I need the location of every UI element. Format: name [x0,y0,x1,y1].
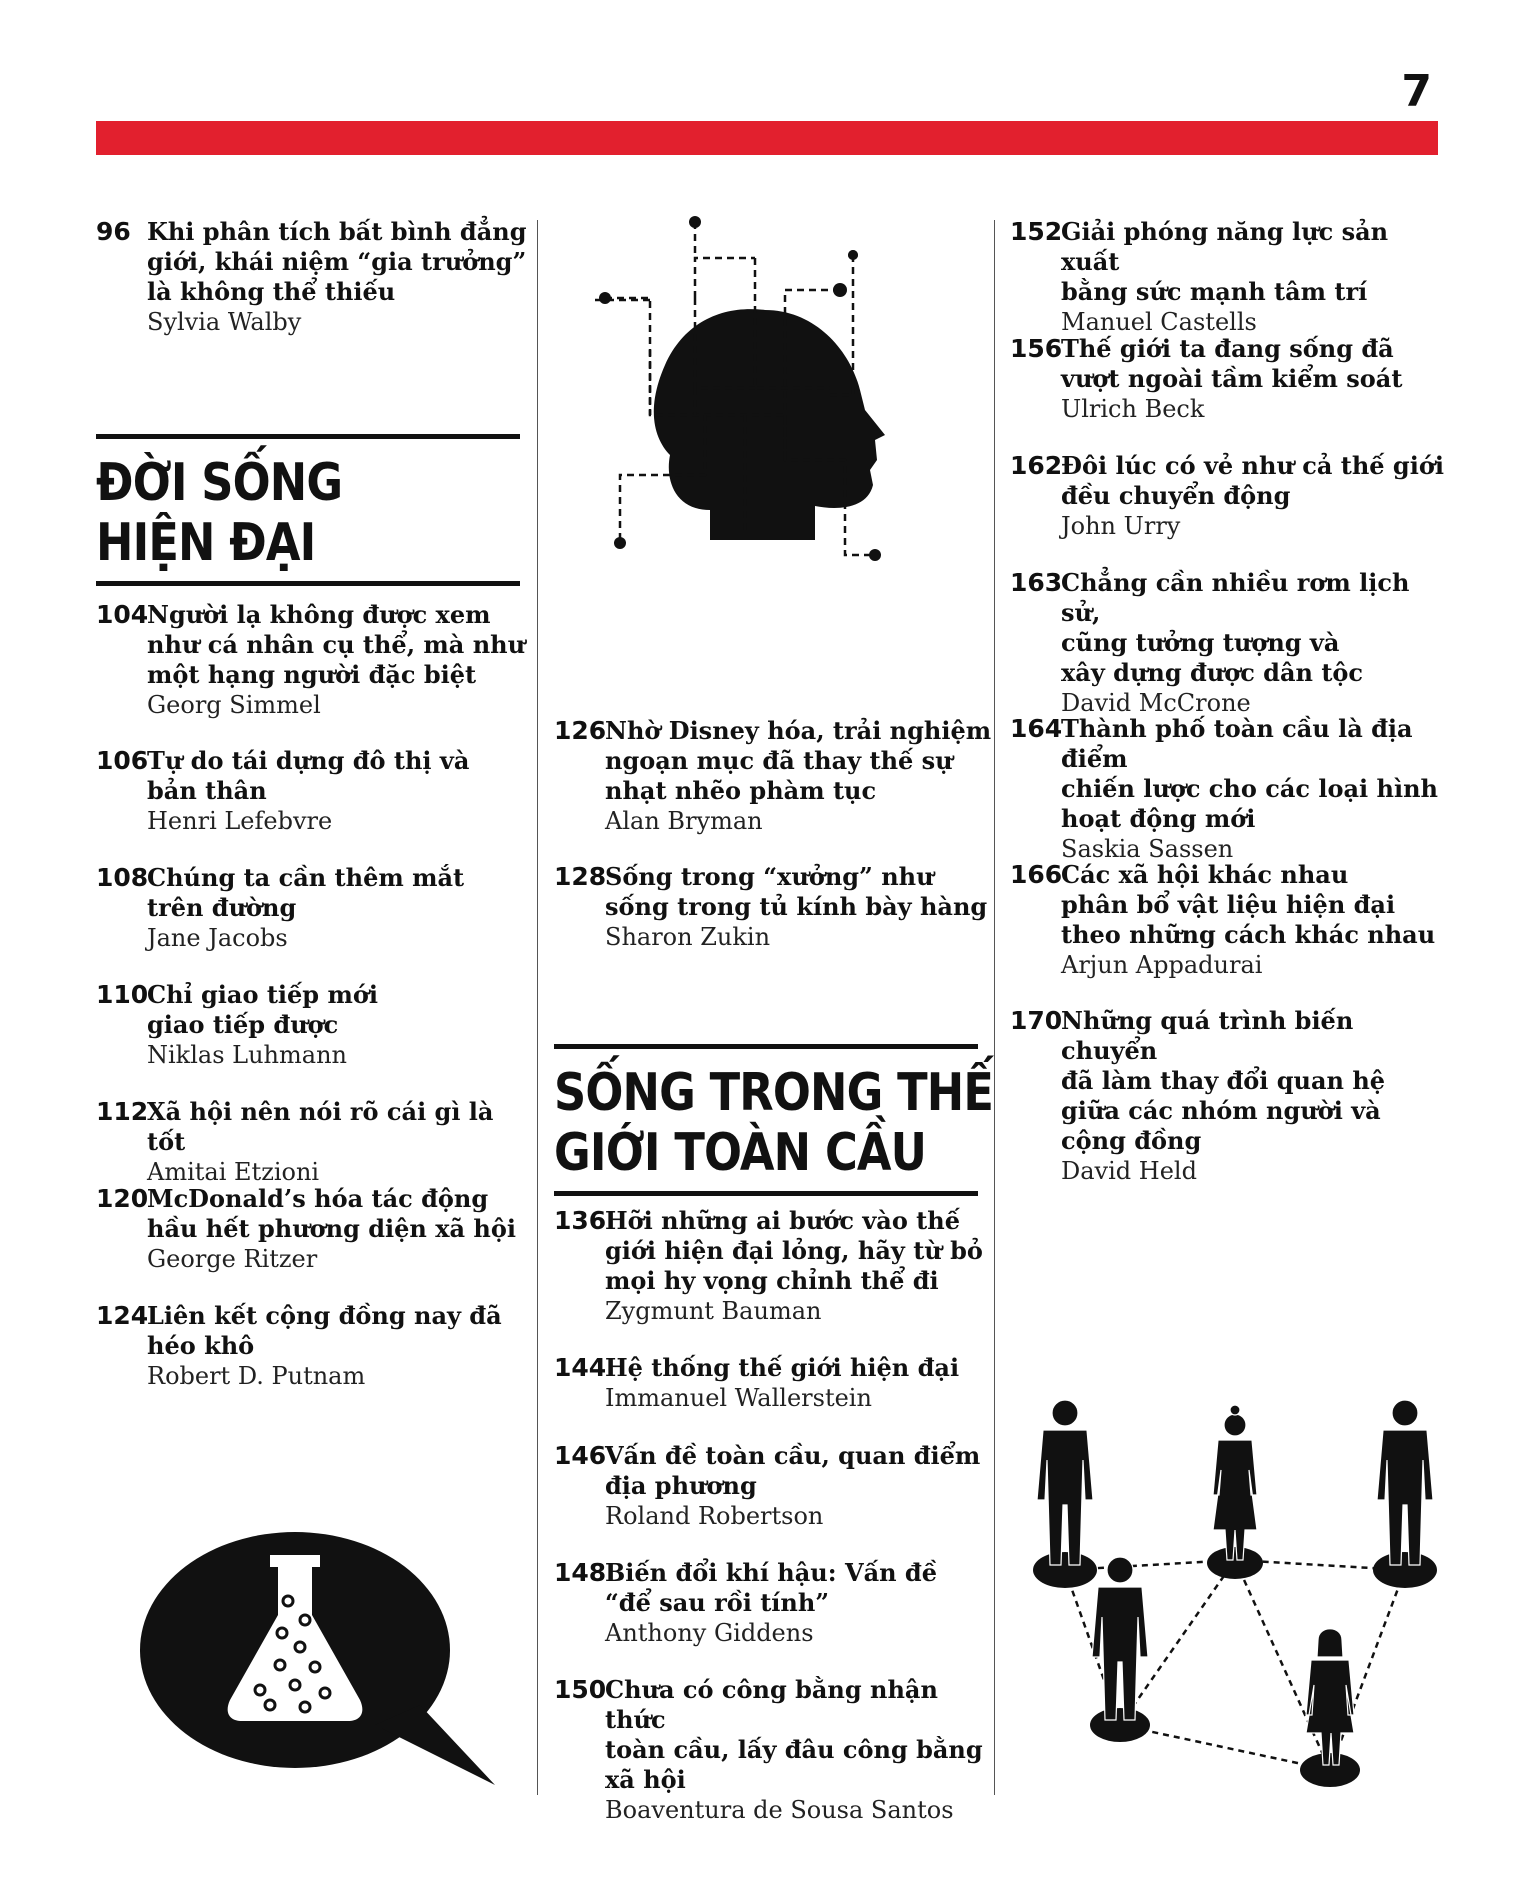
section-heading-modern-life [96,434,520,586]
entry-page-number: 106 [96,746,149,775]
contents-entry [554,1353,994,1413]
entry-page-number: 164 [1010,714,1063,743]
entry-author: David Held [1061,1157,1197,1185]
entry-page-number: 163 [1010,568,1063,597]
entry-title-line: Hệ thống thế giới hiện đại [605,1353,960,1382]
contents-entry [96,980,536,1070]
section-heading-line: GIỚI TOÀN CẦU [554,1123,927,1183]
entry-author: Sylvia Walby [147,308,302,336]
entry-title-line: cộng đồng [1061,1126,1202,1155]
entry-author: Sharon Zukin [605,923,771,951]
header-accent-bar [96,121,1438,155]
entry-author: Alan Bryman [605,807,763,835]
contents-entry [1010,714,1450,864]
entry-author: Robert D. Putnam [147,1362,366,1390]
entry-title-line: bản thân [147,776,267,805]
entry-page-number: 136 [554,1206,607,1235]
contents-entry [96,746,536,836]
contents-entry [96,600,536,720]
entry-page-number: 156 [1010,334,1063,363]
contents-entry [96,217,536,337]
contents-entry [1010,1006,1450,1186]
entry-author: Manuel Castells [1061,308,1257,336]
entry-page-number: 170 [1010,1006,1063,1035]
section-heading-line: ĐỜI SỐNG [96,453,343,513]
entry-title-line: nhạt nhẽo phàm tục [605,776,877,805]
entry-title-line: xây dựng được dân tộc [1061,658,1364,687]
entry-title-line: McDonald’s hóa tác động [147,1184,489,1213]
contents-entry [554,1206,994,1326]
entry-author: Zygmunt Bauman [605,1297,822,1325]
entry-title-line: Chúng ta cần thêm mắt [147,863,465,892]
entry-title-line: cũng tưởng tượng và [1061,628,1340,657]
contents-entry [1010,860,1450,980]
entry-author: Niklas Luhmann [147,1041,347,1069]
entry-page-number: 112 [96,1097,149,1126]
contents-entry [1010,217,1450,337]
entry-page-number: 152 [1010,217,1063,246]
entry-author: Jane Jacobs [147,924,288,952]
entry-page-number: 144 [554,1353,607,1382]
entry-author: Georg Simmel [147,691,321,719]
contents-entry [96,863,536,953]
entry-author: Anthony Giddens [605,1619,814,1647]
people-network-icon [1005,1385,1465,1795]
entry-author: Boaventura de Sousa Santos [605,1796,954,1824]
contents-entry [96,1301,536,1391]
entry-page-number: 110 [96,980,149,1009]
entry-author: Henri Lefebvre [147,807,333,835]
entry-title-line: Nhờ Disney hóa, trải nghiệm [605,716,992,745]
entry-author: John Urry [1061,512,1181,540]
entry-author: David McCrone [1061,689,1251,717]
entry-title-line: Thành phố toàn cầu là địa điểm [1061,714,1413,773]
entry-title-line: Chỉ giao tiếp mới [147,980,378,1009]
entry-page-number: 162 [1010,451,1063,480]
entry-page-number: 146 [554,1441,607,1470]
entry-title-line: theo những cách khác nhau [1061,920,1436,949]
entry-title-line: Tự do tái dựng đô thị và [147,746,470,775]
contents-entry [554,1558,994,1648]
entry-author: Arjun Appadurai [1061,951,1263,979]
entry-title-line: Sống trong “xưởng” như [605,862,934,891]
entry-author: George Ritzer [147,1245,318,1273]
speech-bubble-flask-icon [120,1525,500,1795]
entry-title-line: xã hội [605,1765,686,1794]
entry-page-number: 108 [96,863,149,892]
entry-page-number: 148 [554,1558,607,1587]
entry-page-number: 104 [96,600,149,629]
section-heading-line: SỐNG TRONG THẾ [554,1063,994,1123]
entry-page-number: 120 [96,1184,149,1213]
entry-title-line: Đôi lúc có vẻ như cả thế giới [1061,451,1444,480]
contents-entry [554,716,994,836]
entry-page-number: 166 [1010,860,1063,889]
entry-title-line: toàn cầu, lấy đâu công bằng [605,1735,983,1764]
entry-title-line: Khi phân tích bất bình đẳng [147,217,527,246]
entry-title-line: ngoạn mục đã thay thế sự [605,746,953,775]
contents-entry [1010,568,1450,718]
entry-author: Amitai Etzioni [147,1158,320,1186]
entry-page-number: 124 [96,1301,149,1330]
entry-title-line: Thế giới ta đang sống đã [1061,334,1394,363]
entry-title-line: Vấn đề toàn cầu, quan điểm [605,1441,981,1470]
entry-title-line: địa phương [605,1471,757,1500]
entry-title-line: giới hiện đại lỏng, hãy từ bỏ [605,1236,983,1265]
entry-title-line: héo khô [147,1331,255,1360]
entry-title-line: “để sau rồi tính” [605,1588,830,1617]
contents-entry [554,862,994,952]
entry-page-number: 126 [554,716,607,745]
entry-title-line: trên đường [147,893,297,922]
section-heading-global-world [554,1044,994,1196]
entry-title-line: đều chuyển động [1061,481,1291,510]
entry-title-line: Biến đổi khí hậu: Vấn đề [605,1558,937,1587]
entry-title-line: hoạt động mới [1061,804,1256,833]
contents-entry [1010,451,1450,541]
entry-page-number: 128 [554,862,607,891]
entry-title-line: Những quá trình biến chuyển [1061,1006,1354,1065]
entry-title-line: hầu hết phương diện xã hội [147,1214,516,1243]
head-circuit-icon [585,210,975,580]
contents-entry [554,1675,994,1825]
entry-title-line: mọi hy vọng chỉnh thể đi [605,1266,939,1295]
column-divider-left [537,220,538,1795]
entry-title-line: Các xã hội khác nhau [1061,860,1349,889]
entry-title-line: giới, khái niệm “gia trưởng” [147,247,527,276]
contents-entry [96,1184,536,1274]
entry-title-line: Giải phóng năng lực sản xuất [1061,217,1389,276]
contents-entry [554,1441,994,1531]
entry-author: Immanuel Wallerstein [605,1384,872,1412]
entry-title-line: một hạng người đặc biệt [147,660,477,689]
entry-title-line: chiến lược cho các loại hình [1061,774,1438,803]
entry-title-line: bằng sức mạnh tâm trí [1061,277,1368,306]
entry-title-line: vượt ngoài tầm kiểm soát [1061,364,1403,393]
entry-title-line: như cá nhân cụ thể, mà như [147,630,526,659]
entry-title-line: Chẳng cần nhiều rơm lịch sử, [1061,568,1410,627]
entry-author: Ulrich Beck [1061,395,1205,423]
entry-title-line: phân bổ vật liệu hiện đại [1061,890,1396,919]
entry-title-line: sống trong tủ kính bày hàng [605,892,988,921]
entry-page-number: 96 [96,217,131,246]
entry-title-line: là không thể thiếu [147,277,396,306]
entry-title-line: Người lạ không được xem [147,600,491,629]
section-heading-line: HIỆN ĐẠI [96,513,316,573]
entry-title-line: Hỡi những ai bước vào thế [605,1206,960,1235]
entry-author: Saskia Sassen [1061,835,1234,863]
entry-title-line: giao tiếp được [147,1010,339,1039]
entry-title-line: Liên kết cộng đồng nay đã [147,1301,502,1330]
contents-entry [96,1097,536,1187]
column-divider-right [994,220,995,1795]
entry-author: Roland Robertson [605,1502,824,1530]
entry-page-number: 150 [554,1675,607,1704]
entry-title-line: Xã hội nên nói rõ cái gì là tốt [147,1097,494,1156]
entry-title-line: đã làm thay đổi quan hệ [1061,1066,1386,1095]
entry-title-line: Chưa có công bằng nhận thức [605,1675,938,1734]
page-number: 7 [1401,66,1432,117]
contents-entry [1010,334,1450,424]
entry-title-line: giữa các nhóm người và [1061,1096,1381,1125]
